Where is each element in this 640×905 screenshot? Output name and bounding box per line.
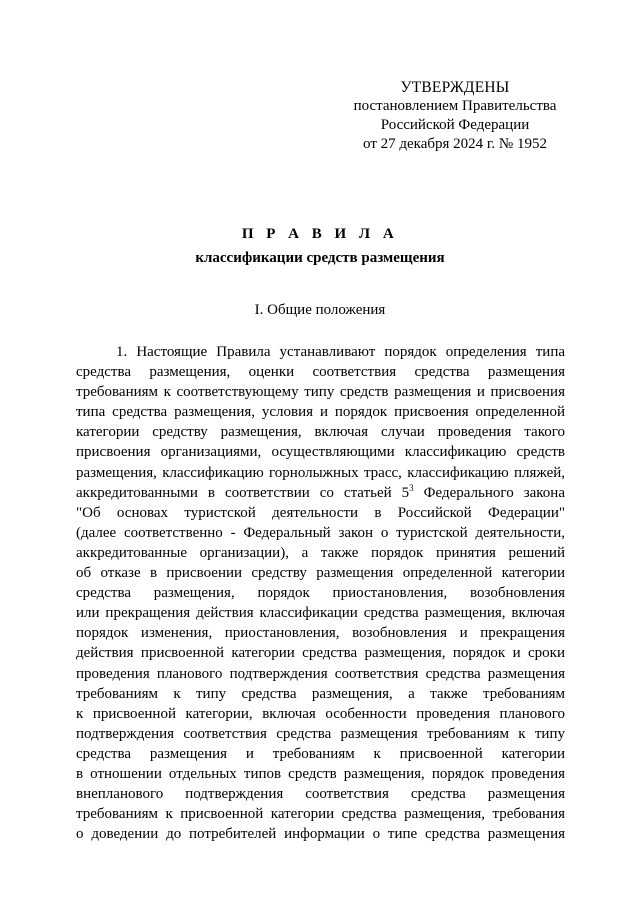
line-start: аккредитованными в соответствии со статьей 5 <box>76 484 410 501</box>
paragraph-line: 1. Настоящие Правила устанавливают порядок определения типа <box>116 344 565 360</box>
paragraph-line: порядок изменения, приостановления, возобновления и прекращения <box>76 625 565 642</box>
paragraph-line-with-superscript <box>76 483 565 503</box>
paragraph-line: требованиям к присвоенной категории средства размещения, требования <box>76 806 565 823</box>
approval-heading: УТВЕРЖДЕНЫ <box>400 79 510 96</box>
section-heading: I. Общие положения <box>254 302 386 318</box>
paragraph-line: действия присвоенной категории средства размещения, порядок и сроки <box>76 645 565 662</box>
document-title: П Р А В И Л А <box>241 226 399 242</box>
paragraph-line: категории средству размещения, включая случаи проведения такого <box>76 424 565 441</box>
paragraph-line: о доведении до потребителей информации о типе средства размещения <box>76 826 565 843</box>
document-subtitle: классификации средств размещения <box>195 250 445 266</box>
paragraph-line: или прекращения действия классификации средства размещения, включая <box>76 605 565 622</box>
paragraph-1 <box>76 342 565 844</box>
paragraph-line: требованиям к соответствующему типу средств размещения и присвоения <box>76 384 565 401</box>
article-superscript: 3 <box>409 482 414 493</box>
paragraph-line: размещения, классификацию горнолыжных трасс, классификацию пляжей, <box>76 464 565 481</box>
paragraph-line: (далее соответственно - Федеральный закон о туристской деятельности, <box>76 524 565 541</box>
approval-block <box>300 78 610 154</box>
line-end: Федерального закона <box>413 484 565 501</box>
paragraph-line: "Об основах туристской деятельности в Российской Федерации" <box>76 504 565 521</box>
paragraph-line: к присвоенной категории, включая особенности проведения планового <box>76 705 565 722</box>
paragraph-line: присвоения организациями, осуществляющими классификацию средств <box>76 444 565 461</box>
paragraph-line: требованиям к типу средства размещения, а также требованиям <box>76 685 565 702</box>
paragraph-line: подтверждения соответствия средства размещения требованиям к типу <box>76 725 565 742</box>
paragraph-line: типа средства размещения, условия и порядок присвоения определенной <box>76 404 565 421</box>
paragraph-line: средства размещения, оценки соответствия средства размещения <box>76 364 565 381</box>
approval-line-2: Российской Федерации <box>380 117 530 133</box>
paragraph-line: об отказе в присвоении средству размещения определенной категории <box>76 565 565 582</box>
paragraph-line: средства размещения, порядок приостановления, возобновления <box>76 585 565 602</box>
paragraph-line: средства размещения и требованиям к присвоенной категории <box>76 745 565 762</box>
paragraph-line: аккредитованные организации), а также порядок принятия решений <box>76 544 565 561</box>
paragraph-line: внепланового подтверждения соответствия средства размещения <box>76 786 565 803</box>
approval-line-1: постановлением Правительства <box>353 98 557 114</box>
paragraph-line: проведения планового подтверждения соответствия средства размещения <box>76 665 565 682</box>
paragraph-line: в отношении отдельных типов средств размещения, порядок проведения <box>76 765 565 782</box>
approval-line-3: от 27 декабря 2024 г. № 1952 <box>363 136 547 152</box>
